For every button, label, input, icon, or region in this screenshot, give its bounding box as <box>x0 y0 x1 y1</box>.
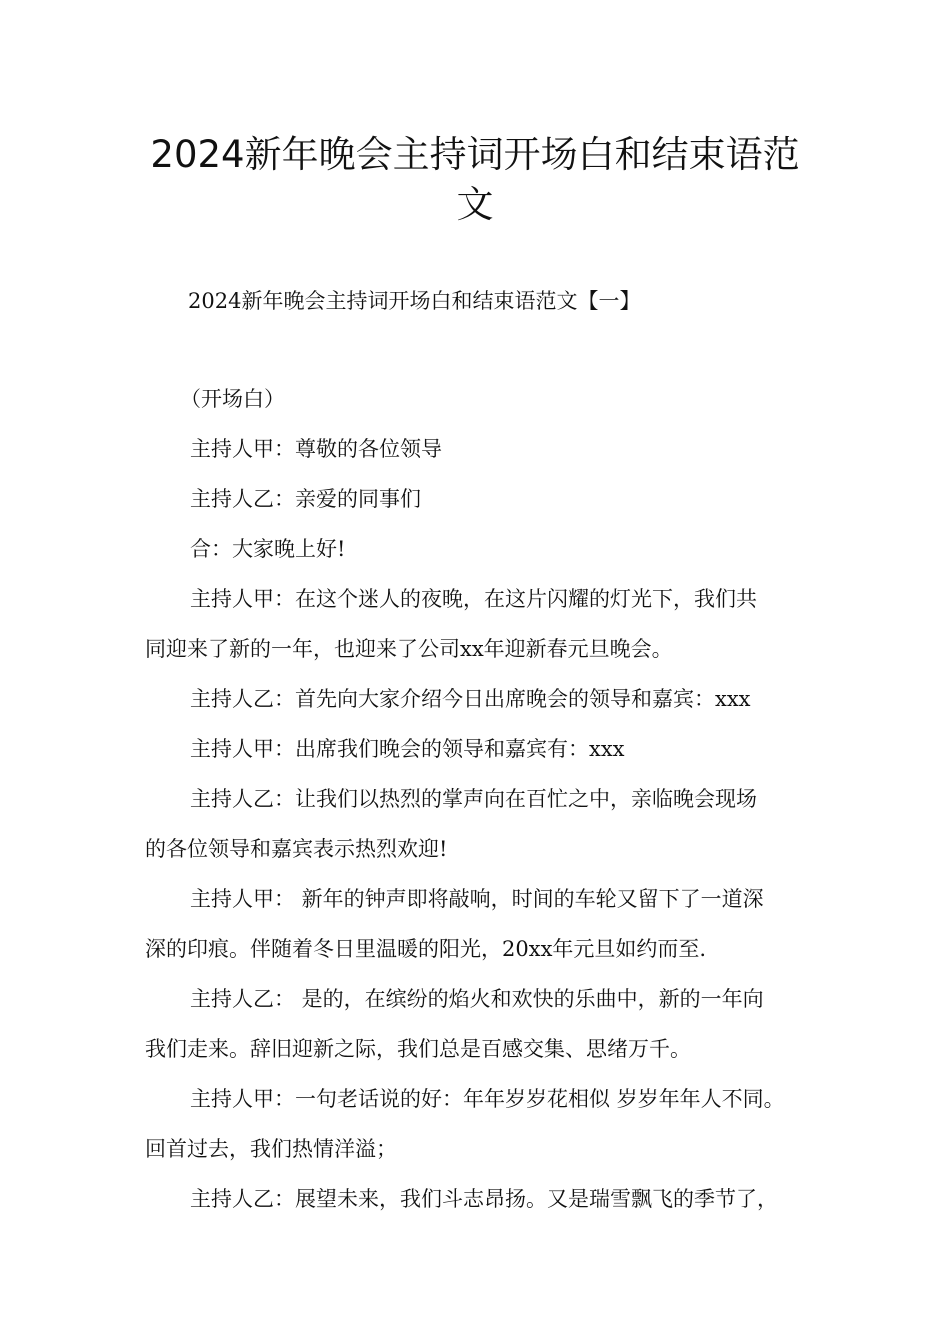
paragraph-line: 主持人乙：亲爱的同事们 <box>190 487 421 511</box>
paragraph-line: 合：大家晚上好! <box>190 537 346 561</box>
document-title-line-2: 文 <box>456 183 494 226</box>
paragraph-line: 主持人甲：出席我们晚会的领导和嘉宾有：xxx <box>190 737 625 761</box>
paragraph-line: 的各位领导和嘉宾表示热烈欢迎! <box>145 837 448 861</box>
section-subtitle: 2024新年晚会主持词开场白和结束语范文【一】 <box>188 289 641 313</box>
paragraph-line: 主持人乙：首先向大家介绍今日出席晚会的领导和嘉宾：xxx <box>190 687 751 711</box>
section-label-opening: （开场白） <box>180 387 285 411</box>
paragraph-line: 深的印痕。伴随着冬日里温暖的阳光，20xx年元旦如约而至. <box>145 937 707 961</box>
paragraph-line: 主持人甲：一句老话说的好：年年岁岁花相似 岁岁年年人不同。 <box>190 1087 785 1111</box>
paragraph-line: 主持人乙：展望未来，我们斗志昂扬。又是瑞雪飘飞的季节了， <box>190 1187 778 1211</box>
paragraph-line: 我们走来。辞旧迎新之际，我们总是百感交集、思绪万千。 <box>145 1037 691 1061</box>
paragraph-line: 主持人甲：在这个迷人的夜晚，在这片闪耀的灯光下，我们共 <box>190 587 757 611</box>
paragraph-line: 主持人乙：让我们以热烈的掌声向在百忙之中，亲临晚会现场 <box>190 787 757 811</box>
paragraph-line: 回首过去，我们热情洋溢； <box>145 1137 397 1161</box>
paragraph-line: 主持人乙： 是的，在缤纷的焰火和欢快的乐曲中，新的一年向 <box>190 987 764 1011</box>
paragraph-line: 主持人甲： 新年的钟声即将敲响，时间的车轮又留下了一道深 <box>190 887 764 911</box>
paragraph-line: 主持人甲：尊敬的各位领导 <box>190 437 442 461</box>
document-title-line-1: 2024新年晚会主持词开场白和结束语范 <box>150 133 800 176</box>
paragraph-line: 同迎来了新的一年，也迎来了公司xx年迎新春元旦晚会。 <box>145 637 673 661</box>
